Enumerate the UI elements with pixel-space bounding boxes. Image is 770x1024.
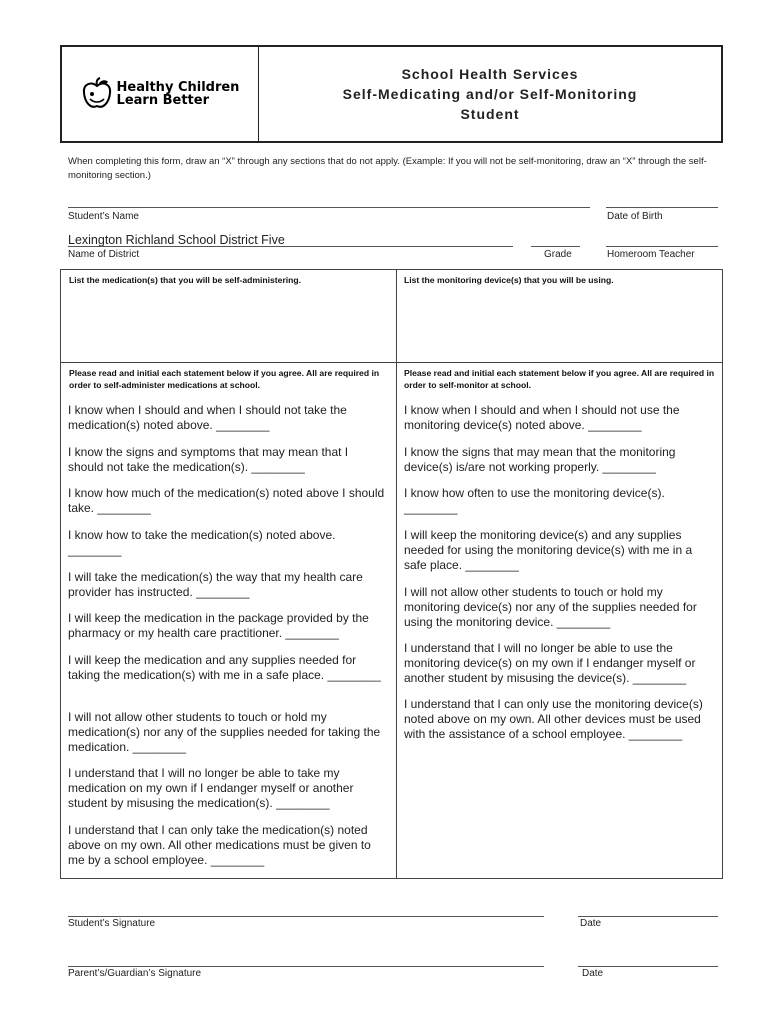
monitoring-statement: I know how often to use the monitoring device(s). ________ (404, 486, 665, 515)
medication-statement: I will keep the medication and any supplies needed for taking the medication(s) with me in a safe place. ________ (68, 653, 381, 682)
medication-agree-header: Please read and initial each statement below if you agree. All are required in order to self-administer medications at school. (69, 368, 380, 390)
monitoring-statement: I understand that I will no longer be able to use the monitoring device(s) on my own if I endanger myself or another student by misusing the device(s). ________ (404, 641, 696, 685)
monitoring-statement: I will keep the monitoring device(s) and any supplies needed for using the monitoring device(s) with me in a safe place. ________ (404, 528, 693, 572)
medication-statement: I understand that I will no longer be able to take my medication on my own if I endanger myself or another student by misusing the medication(s). ________ (68, 766, 354, 810)
dob-label: Date of Birth (607, 211, 663, 222)
student-date-line[interactable] (578, 916, 718, 917)
title-line-1: School Health Services (401, 66, 579, 82)
student-date-label: Date (580, 918, 602, 929)
medication-statement: I know how to take the medication(s) noted above. ________ (68, 528, 336, 557)
title-cell (259, 47, 721, 141)
teacher-label: Homeroom Teacher (607, 249, 695, 260)
logo-text (117, 81, 240, 107)
medication-statement: I will take the medication(s) the way that my health care provider has instructed. ________ (68, 570, 363, 599)
monitoring-agree-header: Please read and initial each statement below if you agree. All are required in order to self-monitor at school. (404, 368, 715, 390)
grade-label: Grade (544, 249, 572, 260)
parent-signature-line[interactable] (68, 966, 544, 967)
medication-statement: I know when I should and when I should not take the medication(s) noted above. ________ (68, 403, 347, 432)
district-label: Name of District (68, 249, 140, 260)
student-name-line[interactable] (68, 207, 590, 208)
medication-statement: I will keep the medication in the package provided by the pharmacy or my health care practitioner. ________ (68, 611, 369, 640)
teacher-line[interactable] (606, 246, 718, 247)
device-list-header: List the monitoring device(s) that you will be using. (404, 275, 614, 285)
student-signature-line[interactable] (68, 916, 544, 917)
grade-line[interactable] (531, 246, 580, 247)
logo-line-2: Learn Better (116, 93, 209, 108)
medication-statement: I understand that I can only take the medication(s) noted above on my own. All other medications must be given to me by a school employee. ________ (68, 823, 371, 867)
form-header (60, 45, 723, 143)
student-signature-label: Student’s Signature (68, 918, 156, 929)
parent-signature-label: Parent’s/Guardian’s Signature (68, 968, 202, 979)
student-name-label: Student’s Name (68, 211, 139, 222)
medication-statement: I will not allow other students to touch or hold my medication(s) nor any of the supplies needed for taking the medication. ________ (68, 710, 381, 754)
district-line[interactable] (68, 246, 513, 247)
medication-statement: I know the signs and symptoms that may mean that I should not take the medication(s). ________ (68, 445, 349, 474)
row-divider (61, 362, 722, 363)
parent-date-line[interactable] (578, 966, 718, 967)
apple-logo-icon (81, 77, 113, 111)
district-value: Lexington Richland School District Five (68, 233, 285, 247)
monitoring-statement: I understand that I can only use the monitoring device(s) noted above on my own. All other devices must be used with the assistance of a school employee. ________ (404, 697, 703, 741)
monitoring-statement: I know when I should and when I should not use the monitoring device(s) noted above. ________ (404, 403, 680, 432)
monitoring-statement: I know the signs that may mean that the monitoring device(s) is/are not working properly. ________ (404, 445, 676, 474)
instructions: When completing this form, draw an “X” through any sections that do not apply. (Example: If you will not be self-monitoring, draw an “X” through the self-monitoring section.) (68, 156, 707, 181)
monitoring-statement: I will not allow other students to touch or hold my monitoring device(s) nor any of the supplies needed for using the monitoring device. ________ (404, 585, 697, 629)
medication-list-header: List the medication(s) that you will be self-administering. (69, 275, 302, 285)
logo-cell (62, 47, 259, 141)
logo (81, 77, 240, 111)
logo-line-1: Healthy Children (116, 80, 240, 95)
title-line-2: Self-Medicating and/or Self-Monitoring (342, 86, 638, 102)
statements-table (60, 269, 723, 879)
dob-line[interactable] (606, 207, 718, 208)
parent-date-label: Date (582, 968, 604, 979)
medication-statement: I know how much of the medication(s) noted above I should take. ________ (68, 486, 385, 515)
title-line-3: Student (460, 106, 520, 122)
